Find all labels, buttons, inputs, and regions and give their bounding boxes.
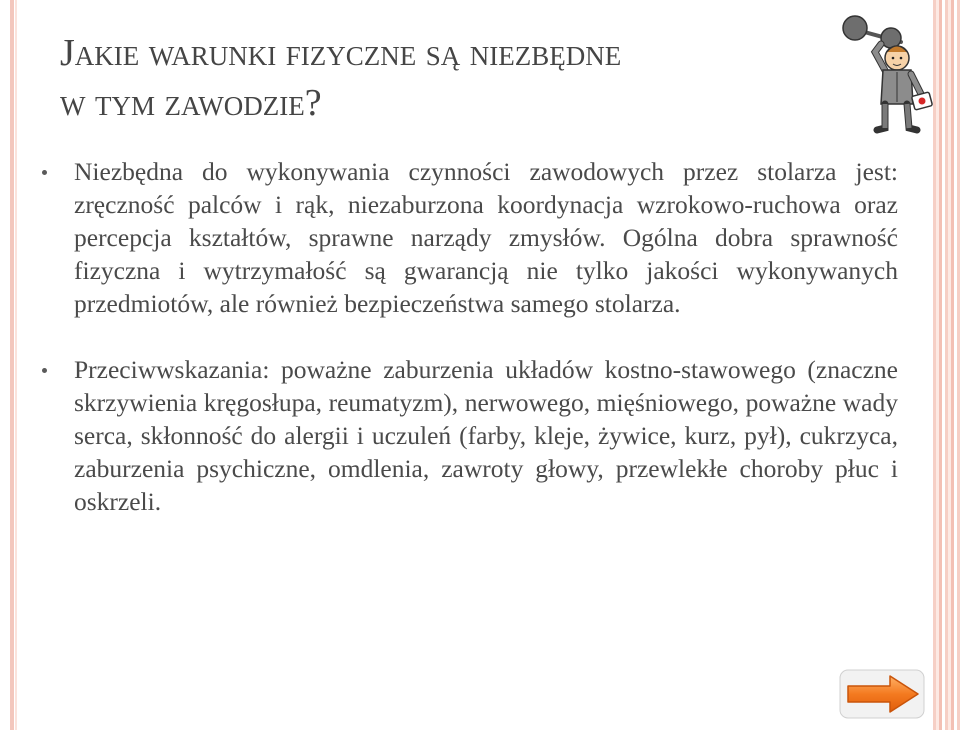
slide-title xyxy=(60,28,820,128)
bullet-dot-icon xyxy=(42,368,47,373)
strongman-with-dumbbell-icon xyxy=(835,12,935,137)
slide-title-line-2: w tym zawodzie? xyxy=(60,82,322,124)
next-arrow-icon[interactable] xyxy=(838,666,928,722)
left-border-decoration xyxy=(10,0,14,730)
bullet-item-2-text: Przeciwwskazania: poważne zaburzenia układów kostno-stawowego (znaczne skrzywienia kręgosłupa, reumatyzm), nerwowego, mięśniowego, poważne wady serca, skłonność do alergii i uczuleń (farby, kleje, żywice, kurz, pył), cukrzyca, zaburzenia psychiczne, omdlenia, zawroty głowy, przewlekłe choroby płuc i oskrzeli. xyxy=(74,355,898,516)
bullet-item-1-text: Niezbędna do wykonywania czynności zawodowych przez stolarza jest: zręczność palców i rąk, niezaburzona koordynacja wzrokowo-ruchowa oraz percepcja kształtów, sprawne narządy zmysłów. Ogólna dobra sprawność fizyczna i wytrzymałość są gwarancją nie tylko jakości wykonywanych przedmiotów, ale również bezpieczeństwa samego stolarza. xyxy=(74,157,898,318)
bullet-item-1 xyxy=(36,155,898,320)
bullet-dot-icon xyxy=(42,170,47,175)
bullet-item-2 xyxy=(36,353,898,518)
left-border-inner-decoration xyxy=(15,0,17,730)
content-list xyxy=(36,155,898,518)
slide-title-line-1: Jakie warunki fizyczne są niezbędne xyxy=(60,32,622,74)
